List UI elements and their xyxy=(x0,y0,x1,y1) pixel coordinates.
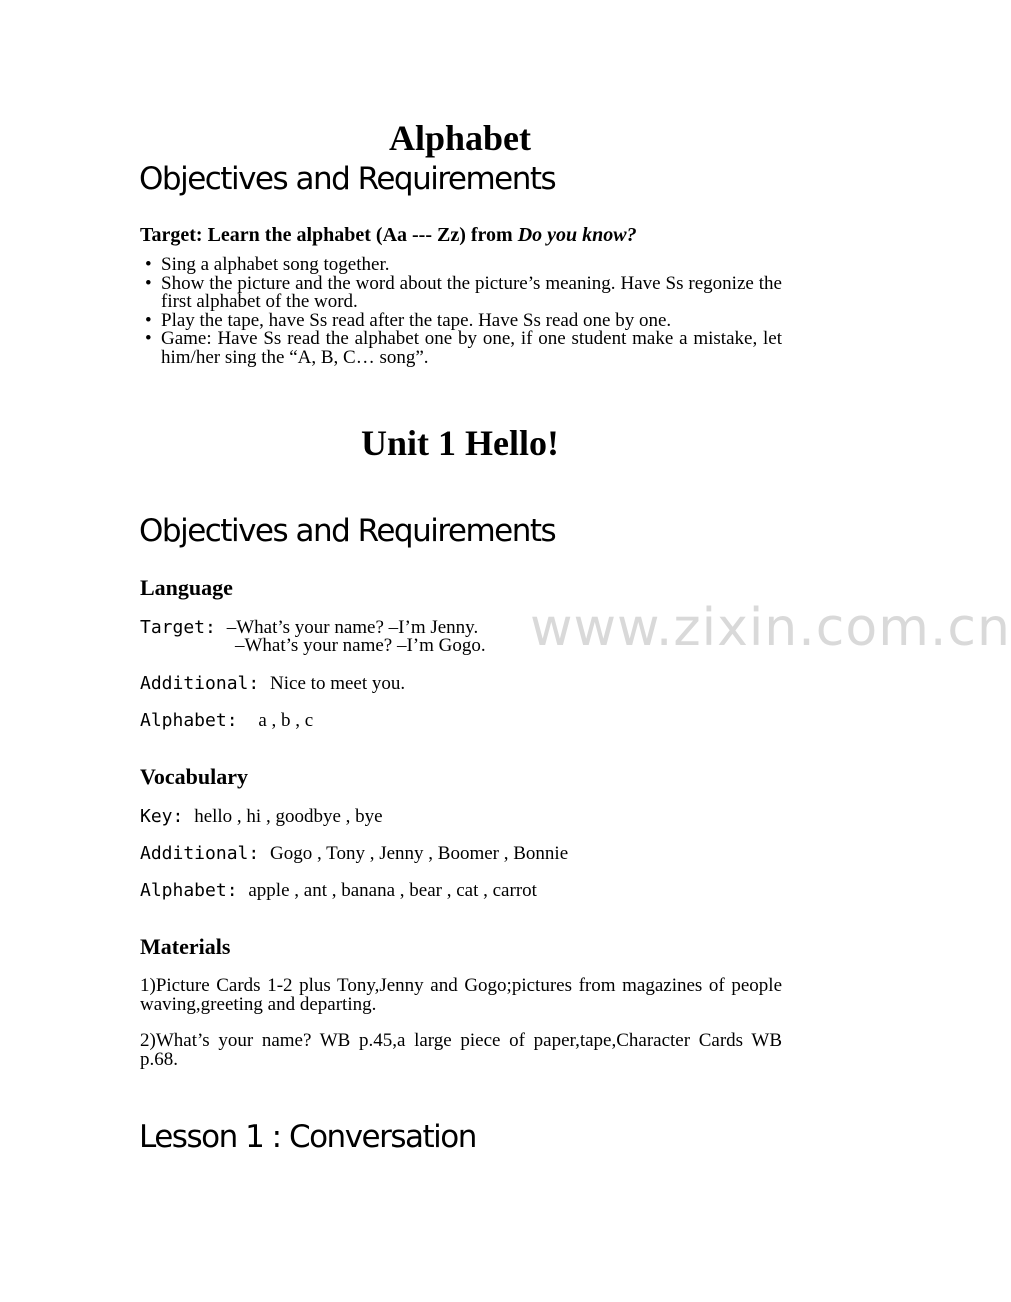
vocabulary-key-label: Key: xyxy=(140,806,195,827)
alphabet-title: Alphabet xyxy=(388,118,532,158)
vocabulary-additional-value: Gogo , Tony , Jenny , Boomer , Bonnie xyxy=(270,843,569,864)
language-additional-row xyxy=(140,674,405,693)
materials-heading: Materials xyxy=(140,934,231,959)
bullet-glyph: • xyxy=(145,328,152,349)
alphabet-target-text: Target: Learn the alphabet (Aa --- Zz) from xyxy=(140,224,518,246)
language-target-line2: –What’s your name? –I’m Gogo. xyxy=(235,635,486,656)
vocabulary-key-value: hello , hi , goodbye , bye xyxy=(194,806,383,827)
list-item-text: Sing a alphabet song together. xyxy=(161,254,390,275)
language-alphabet-row xyxy=(140,711,313,730)
vocabulary-alphabet-value: apple , ant , banana , bear , cat , carrot xyxy=(248,880,537,901)
language-target-line1: –What’s your name? –I’m Jenny. xyxy=(226,617,479,638)
watermark: www.zixin.com.cn xyxy=(530,598,1011,658)
lesson1-heading: Lesson 1 : Conversation xyxy=(139,1119,476,1155)
language-alphabet-value: a , b , c xyxy=(258,710,314,731)
materials-item: 2)What’s your name? WB p.45,a large piece of paper,tape,Character Cards WB p.68. xyxy=(140,1030,782,1070)
bullet-glyph: • xyxy=(145,254,152,275)
unit1-objectives-heading: Objectives and Requirements xyxy=(139,513,556,549)
materials-item: 1)Picture Cards 1-2 plus Tony,Jenny and Gogo;pictures from magazines of people waving,greeting and departing. xyxy=(140,975,782,1015)
vocabulary-alphabet-label: Alphabet: xyxy=(140,880,249,901)
alphabet-activity-list xyxy=(140,256,782,367)
list-item-text: Play the tape, have Ss read after the tape. Have Ss read one by one. xyxy=(161,309,672,331)
vocabulary-key-row xyxy=(140,807,383,826)
language-additional-value: Nice to meet you. xyxy=(270,673,406,694)
vocabulary-additional-label: Additional: xyxy=(140,843,271,864)
list-item-text: Show the picture and the word about the picture’s meaning. Have Ss regonize the first alphabet of the word. xyxy=(161,272,782,312)
language-target-label: Target: xyxy=(140,617,227,638)
list-item xyxy=(140,272,782,312)
list-item xyxy=(140,330,782,367)
list-item-text: Game: Have Ss read the alphabet one by one, if one student make a mistake, let him/her sing the “A, B, C… song”. xyxy=(161,328,782,368)
bullet-glyph: • xyxy=(145,309,152,331)
alphabet-objectives-heading: Objectives and Requirements xyxy=(139,161,556,197)
alphabet-target-book: Do you know? xyxy=(517,224,637,246)
unit1-title: Unit 1 Hello! xyxy=(361,423,559,463)
bullet-glyph: • xyxy=(145,272,152,294)
vocabulary-heading: Vocabulary xyxy=(140,764,248,789)
language-heading: Language xyxy=(140,575,233,600)
vocabulary-alphabet-row xyxy=(140,881,537,900)
language-alphabet-label: Alphabet: xyxy=(140,710,249,731)
language-additional-label: Additional: xyxy=(140,673,271,694)
vocabulary-additional-row xyxy=(140,844,568,863)
alphabet-target xyxy=(140,225,637,245)
